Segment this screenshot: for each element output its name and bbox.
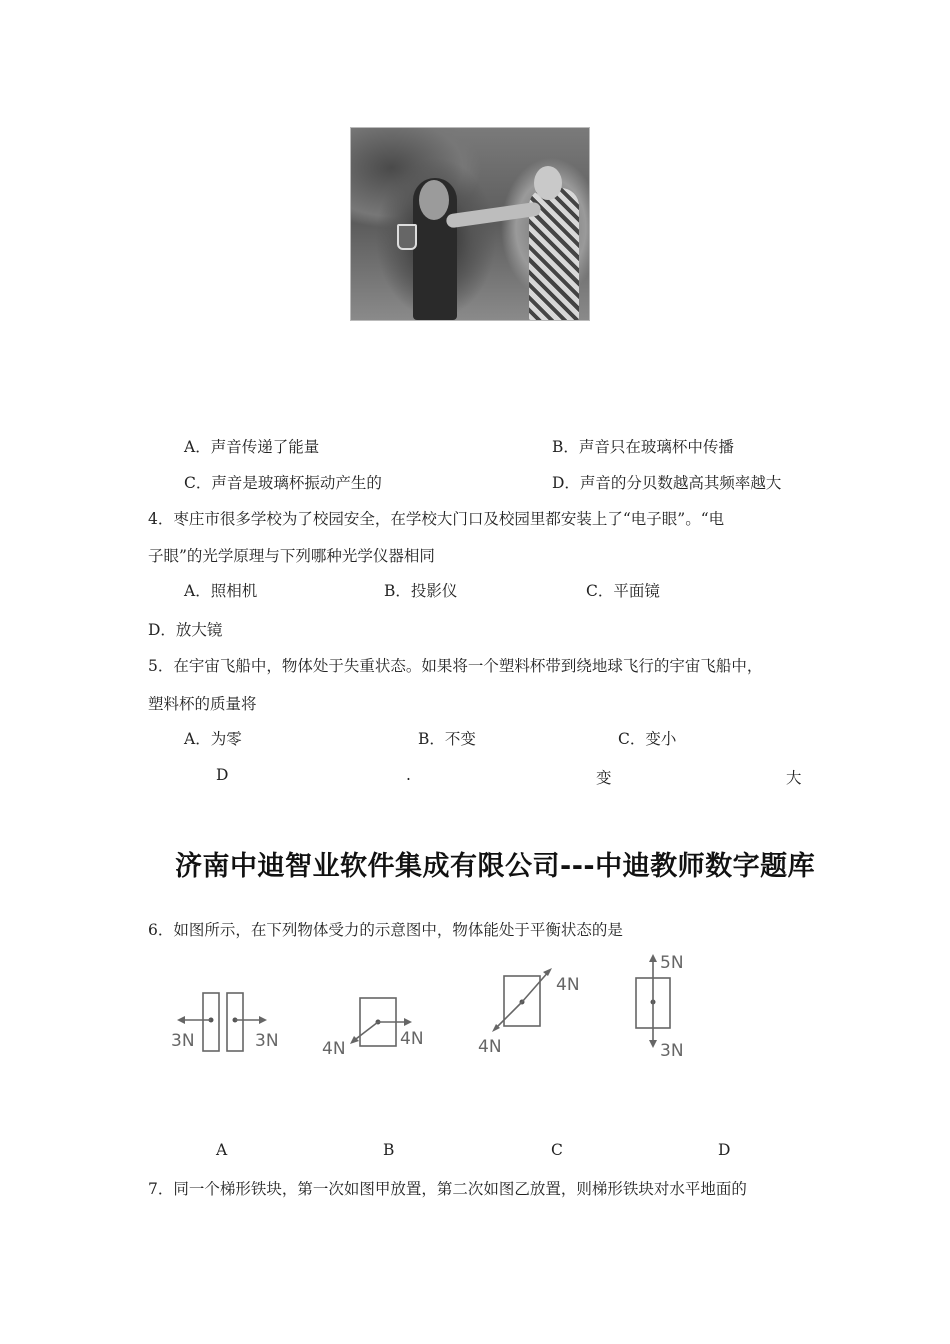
q4-stem-line2: 子眼”的光学原理与下列哪种光学仪器相同 [148, 547, 435, 565]
force-label-b-left: 4N [322, 1039, 346, 1059]
q6-label-a: A [216, 1141, 228, 1159]
force-label-d-bottom: 3N [660, 1041, 684, 1061]
force-label-a-left: 3N [171, 1031, 195, 1051]
force-diagram-a [165, 948, 290, 1068]
q4-option-a: A．照相机 [184, 582, 258, 600]
force-diagram-b [318, 948, 448, 1068]
question-photo [350, 127, 590, 321]
force-diagram-d [622, 948, 722, 1068]
q6-label-b: B [383, 1141, 395, 1159]
q6-stem-line1: 6．如图所示，在下列物体受力的示意图中，物体能处于平衡状态的是 [148, 921, 623, 939]
q4-option-b: B．投影仪 [384, 582, 458, 600]
q5-option-a: A．为零 [184, 730, 242, 748]
q5-option-d-char1: 变 [596, 769, 612, 787]
q4-option-d: D．放大镜 [148, 621, 223, 639]
force-label-c-top: 4N [556, 975, 580, 995]
publisher-banner: 济南中迪智业软件集成有限公司---中迪教师数字题库 [175, 851, 816, 882]
q5-option-d-dot: . [406, 766, 411, 784]
q5-stem-line2: 塑料杯的质量将 [148, 695, 257, 713]
q5-option-b: B．不变 [418, 730, 476, 748]
q3-option-d: D．声音的分贝数越高其频率越大 [552, 474, 782, 492]
force-label-b-right: 4N [400, 1029, 424, 1049]
force-label-d-top: 5N [660, 953, 684, 973]
q5-option-d-letter: D [216, 766, 229, 784]
force-label-c-bottom: 4N [478, 1037, 502, 1057]
q6-label-d: D [718, 1141, 731, 1159]
q6-label-c: C [551, 1141, 563, 1159]
q3-option-b: B．声音只在玻璃杯中传播 [552, 438, 734, 456]
q3-option-a: A．声音传递了能量 [184, 438, 320, 456]
force-diagram-c [472, 948, 602, 1068]
q3-option-c: C．声音是玻璃杯振动产生的 [184, 474, 382, 492]
q4-stem-line1: 4．枣庄市很多学校为了校园安全，在学校大门口及校园里都安装上了“电子眼”。“电 [148, 510, 725, 528]
q4-option-c: C．平面镜 [586, 582, 660, 600]
q5-option-c: C．变小 [618, 730, 677, 748]
q5-stem-line1: 5．在宇宙飞船中，物体处于失重状态。如果将一个塑料杯带到绕地球飞行的宇宙飞船中， [148, 657, 763, 675]
q5-option-d-char2: 大 [786, 769, 802, 787]
force-label-a-right: 3N [255, 1031, 279, 1051]
q7-stem-line1: 7．同一个梯形铁块，第一次如图甲放置，第二次如图乙放置，则梯形铁块对水平地面的 [148, 1180, 747, 1198]
